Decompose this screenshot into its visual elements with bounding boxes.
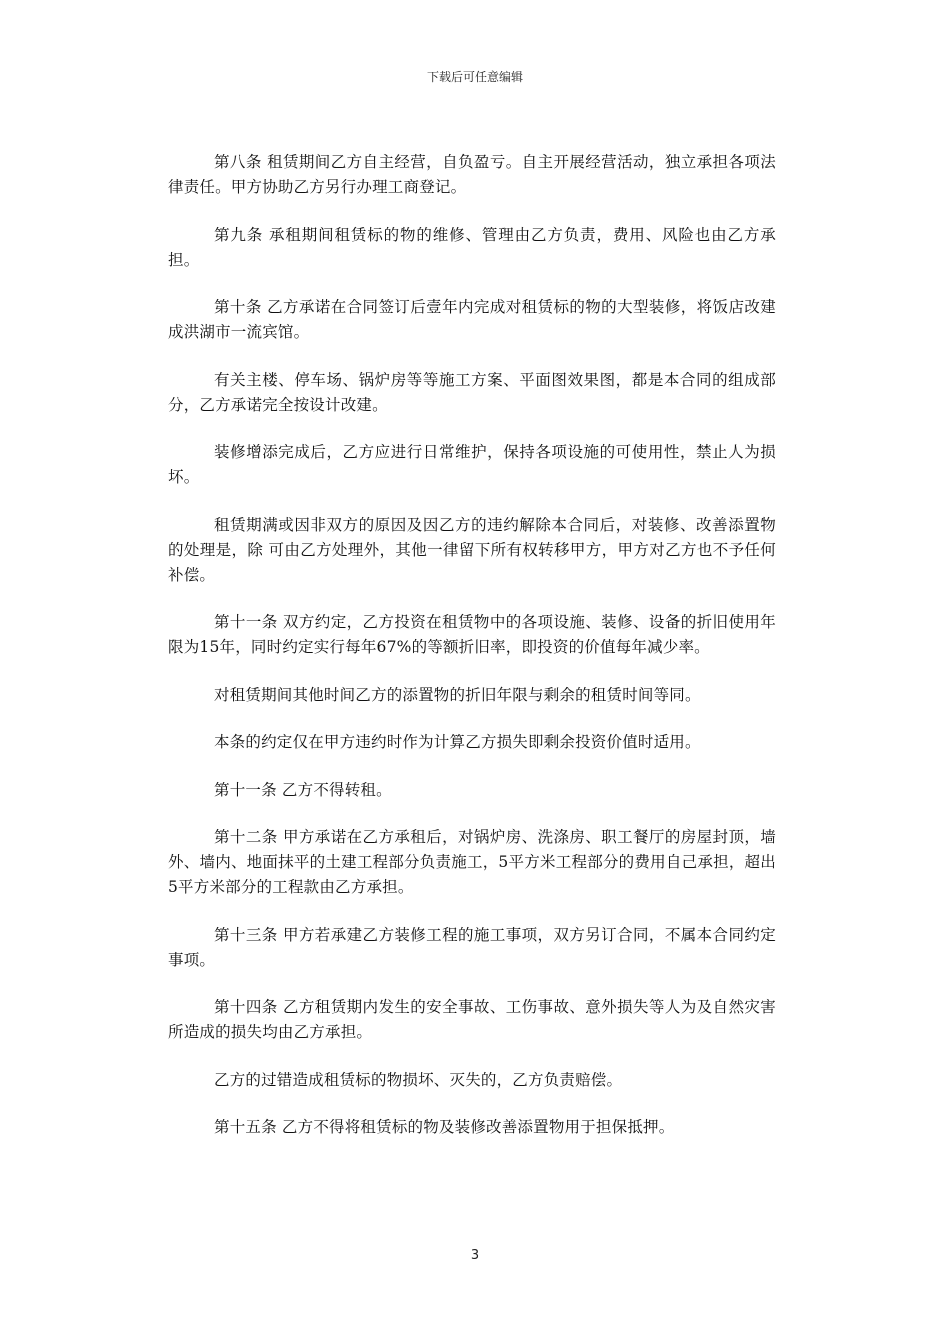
paragraph-maintenance: 装修增添完成后，乙方应进行日常维护，保持各项设施的可使用性，禁止人为损坏。	[168, 443, 776, 486]
paragraph-lease-expiry: 租赁期满或因非双方的原因及因乙方的违约解除本合同后，对装修、改善添置物的处理是，除 可由乙方处理外，其他一律留下所有权转移甲方，甲方对乙方也不予任何补偿。	[168, 515, 776, 584]
paragraph-article-15: 第十五条 乙方不得将租赁标的物及装修改善添置物用于担保抵押。	[214, 1118, 675, 1136]
page-number: 3	[470, 1248, 480, 1263]
paragraph-article-10: 第十条 乙方承诺在合同签订后壹年内完成对租赁标的物的大型装修，将饭店改建成洪湖市一流宾馆。	[168, 298, 776, 341]
page-header: 下载后可任意编辑	[426, 70, 523, 84]
paragraph-article-11-depreciation: 第十一条 双方约定，乙方投资在租赁物中的各项设施、装修、设备的折旧使用年限为15年，同时约定实行每年67%的等额折旧率，即投资的价值每年减少率。	[168, 613, 776, 656]
paragraph-article-8: 第八条 租赁期间乙方自主经营，自负盈亏。自主开展经营活动，独立承担各项法律责任。甲方协助乙方另行办理工商登记。	[168, 153, 776, 196]
paragraph-applicability: 本条的约定仅在甲方违约时作为计算乙方损失即剩余投资价值时适用。	[214, 733, 701, 751]
document-body	[168, 150, 776, 1163]
paragraph-article-12: 第十二条 甲方承诺在乙方承租后，对锅炉房、洗涤房、职工餐厅的房屋封顶，墙外、墙内、地面抹平的土建工程部分负责施工，5平方米工程部分的费用自己承担，超出5平方米部分的工程款由乙方承担。	[168, 828, 776, 896]
paragraph-article-13: 第十三条 甲方若承建乙方装修工程的施工事项，双方另订合同，不属本合同约定事项。	[168, 925, 776, 969]
paragraph-article-9: 第九条 承租期间租赁标的物的维修、管理由乙方负责，费用、风险也由乙方承担。	[168, 225, 776, 269]
paragraph-construction-plan: 有关主楼、停车场、锅炉房等等施工方案、平面图效果图，都是本合同的组成部分，乙方承诺完全按设计改建。	[168, 370, 776, 414]
paragraph-damage-compensation: 乙方的过错造成租赁标的物损坏、灭失的，乙方负责赔偿。	[214, 1070, 623, 1089]
paragraph-article-14: 第十四条 乙方租赁期内发生的安全事故、工伤事故、意外损失等人为及自然灾害所造成的损失均由乙方承担。	[168, 998, 776, 1041]
paragraph-other-additions: 对租赁期间其他时间乙方的添置物的折旧年限与剩余的租赁时间等同。	[214, 685, 701, 704]
paragraph-article-11-sublease: 第十一条 乙方不得转租。	[214, 780, 392, 799]
